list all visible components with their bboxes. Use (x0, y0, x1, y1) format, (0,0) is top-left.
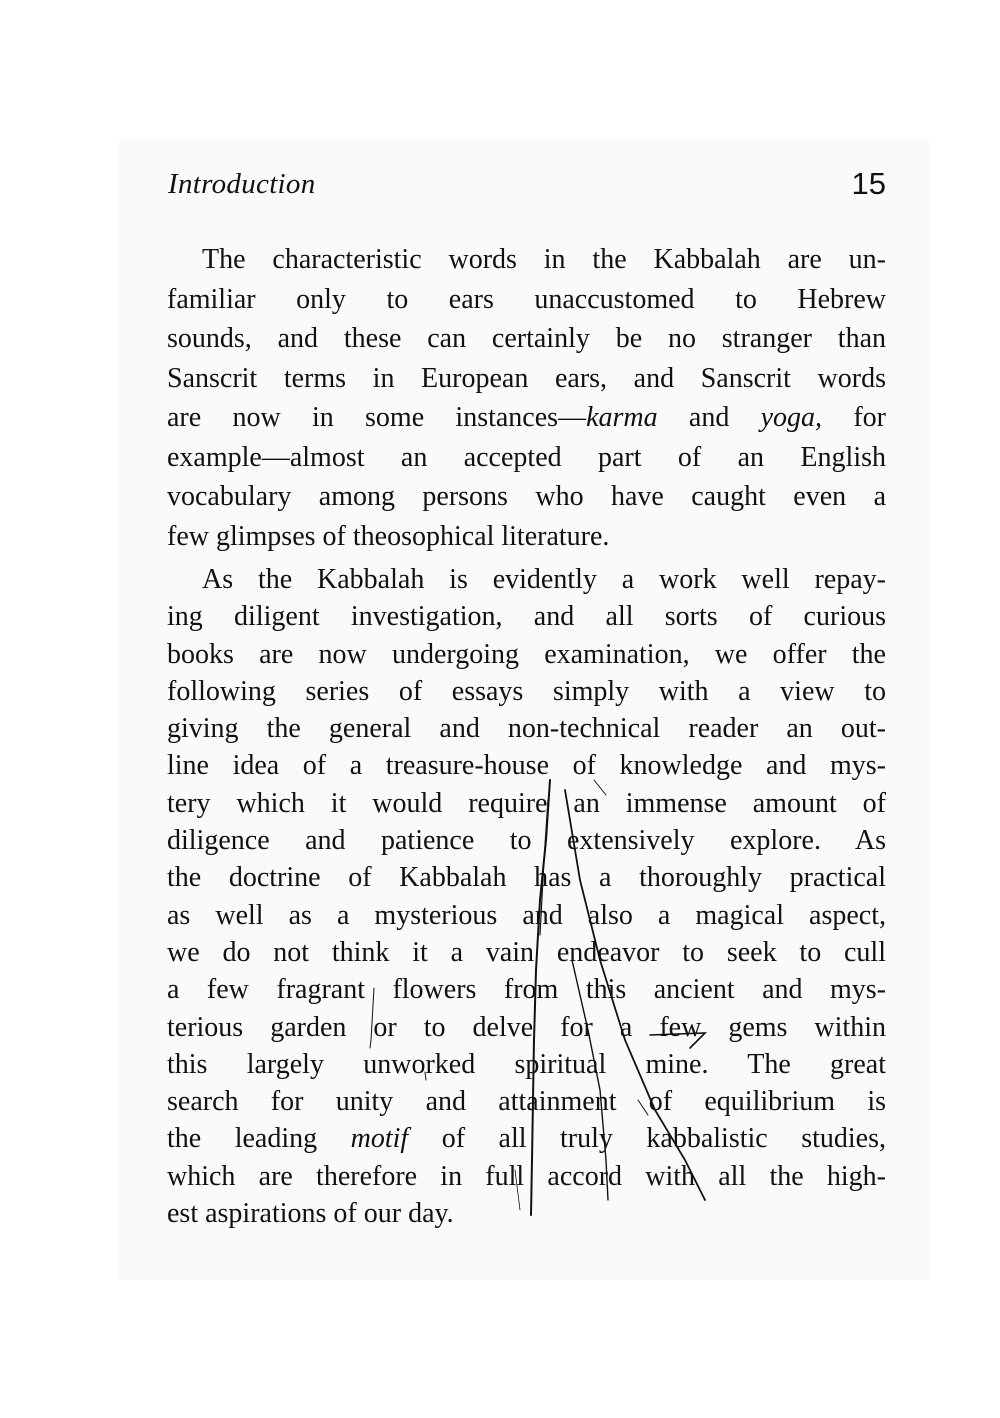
italic-term-motif: motif (350, 1123, 409, 1155)
text-run: and (657, 402, 761, 433)
italic-term-karma: karma (586, 402, 658, 433)
text-line: est aspirations of our day. (167, 1198, 454, 1230)
text-line: giving the general and non-technical reader an out- (167, 713, 886, 745)
text-line: Sanscrit terms in European ears, and Sanscrit words (167, 362, 886, 394)
text-line: terious garden or to delve for a few gems within (167, 1011, 886, 1043)
paragraph-1 (167, 240, 886, 556)
running-head: Introduction (168, 168, 316, 200)
text-line: this largely unworked spiritual mine. The great (167, 1048, 886, 1080)
text-line: search for unity and attainment of equilibrium is (167, 1086, 886, 1118)
text-run: of all truly kabbalistic studies, (408, 1123, 886, 1155)
text-line: few glimpses of theosophical literature. (167, 520, 610, 552)
text-line: line idea of a treasure-house of knowledge and mys- (167, 750, 886, 782)
text-line: As the Kabbalah is evidently a work well repay- (202, 564, 886, 595)
text-line: sounds, and these can certainly be no stranger than (167, 323, 886, 354)
paragraph-2 (167, 561, 886, 1232)
text-line: familiar only to ears unaccustomed to Hebrew (167, 283, 886, 315)
text-line: a few fragrant flowers from this ancient and mys- (167, 974, 886, 1006)
text-line: as well as a mysterious and also a magical aspect, (167, 899, 886, 931)
text-line: example—almost an accepted part of an English (167, 441, 886, 473)
text-line: diligence and patience to extensively explore. As (167, 825, 886, 857)
page-number: 15 (851, 166, 886, 201)
text-line: we do not think it a vain endeavor to seek to cull (167, 936, 886, 968)
text-line: which are therefore in full accord with all the high- (167, 1160, 886, 1192)
text-line: ing diligent investigation, and all sorts of curious (167, 601, 886, 633)
text-run: are now in some instances— (167, 402, 587, 433)
text-line: The characteristic words in the Kabbalah are un- (202, 244, 886, 275)
text-line: vocabulary among persons who have caught even a (167, 481, 886, 512)
text-line: following series of essays simply with a view to (167, 675, 886, 707)
text-line-with-italics (167, 398, 886, 438)
text-line-with-italics (167, 1120, 886, 1157)
italic-term-yoga: yoga, (760, 402, 823, 433)
text-run: the leading (167, 1123, 351, 1155)
text-line: tery which it would require an immense amount of (167, 787, 886, 819)
text-line: books are now undergoing examination, we offer the (167, 638, 886, 670)
text-run: for (822, 402, 886, 433)
text-line: the doctrine of Kabbalah has a thoroughly practical (167, 862, 886, 894)
